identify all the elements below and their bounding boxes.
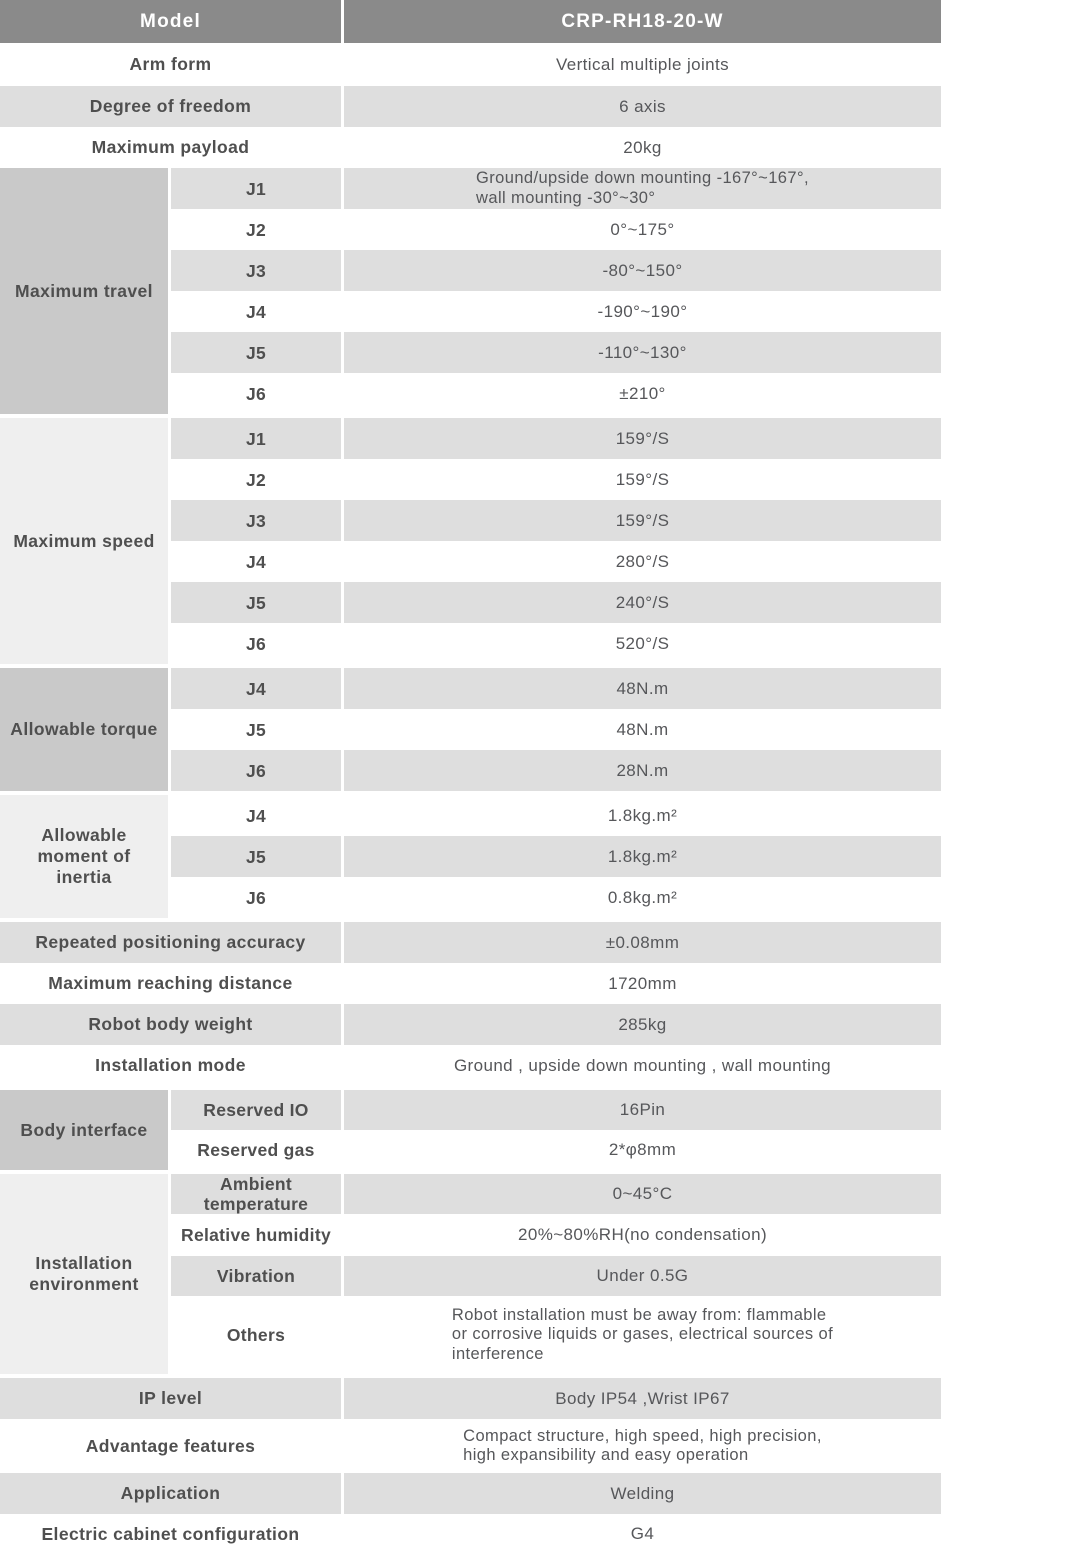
rows: [171, 418, 941, 664]
value-line: or corrosive liquids or gases, electrical sources of: [451, 1325, 834, 1344]
row-label: [171, 500, 341, 541]
row-label: [171, 291, 341, 332]
value-text: 240°/S: [615, 592, 670, 612]
section-allowable-moment-of-inertia: [0, 795, 941, 918]
row-value: [344, 709, 941, 750]
row-value: [344, 127, 941, 168]
value-text: 159°/S: [615, 428, 670, 448]
row-label: [171, 1214, 341, 1256]
row-value: [344, 750, 941, 791]
value-line: Compact structure, high speed, high precision,: [463, 1426, 822, 1445]
row-label: [171, 795, 341, 836]
rows: [171, 795, 941, 918]
row-value: [344, 877, 941, 918]
row-label-text: J6: [245, 633, 267, 654]
section-simple-0: [0, 43, 941, 168]
row-label-text: J6: [245, 760, 267, 781]
row-label: [171, 1256, 341, 1296]
row-label-text: Electric cabinet configuration: [41, 1523, 300, 1544]
table-row: [171, 418, 941, 459]
row-value: [344, 795, 941, 836]
row-value: [344, 168, 941, 209]
row-value: [344, 332, 941, 373]
value-text: 48N.m: [616, 719, 669, 739]
value-text: Ground , upside down mounting , wall mounting: [453, 1055, 832, 1075]
row-label-text: Maximum reaching distance: [48, 973, 293, 993]
row-value: [344, 836, 941, 877]
value-text: 20%~80%RH(no condensation): [517, 1225, 768, 1244]
row-value: [344, 1174, 941, 1214]
table-row: [171, 1174, 941, 1214]
model-header-row: [0, 0, 941, 43]
row-label-text: Repeated positioning accuracy: [35, 932, 306, 952]
row-value: [344, 922, 941, 963]
value-text: Vertical multiple joints: [555, 54, 730, 74]
row-label-text: J3: [245, 260, 267, 281]
value-text: Body IP54 ,Wrist IP67: [555, 1388, 730, 1408]
row-value: [344, 1214, 941, 1256]
row-value: [344, 1378, 941, 1419]
row-label: [171, 623, 341, 664]
row-label-text: J4: [245, 678, 267, 699]
value-line: interference: [451, 1344, 544, 1363]
table-row: [171, 1296, 941, 1374]
row-label-text: Arm form: [129, 54, 212, 74]
row-value: [344, 1045, 941, 1086]
value-text: 0.8kg.m²: [607, 887, 678, 907]
group-cell: [0, 1174, 168, 1374]
row-label: [171, 250, 341, 291]
section-body-interface: [0, 1090, 941, 1170]
value-text: 1720mm: [608, 973, 677, 993]
table-row: [0, 43, 941, 86]
row-label: [0, 43, 341, 86]
rows: [0, 43, 941, 168]
row-label-text: J5: [245, 719, 267, 740]
row-value: [344, 291, 941, 332]
row-value: [344, 582, 941, 623]
value-text: 1.8kg.m²: [607, 846, 678, 866]
value-text: 1.8kg.m²: [607, 805, 678, 825]
table-row: [171, 541, 941, 582]
value-line: Ground/upside down mounting -167°~167°,: [476, 169, 809, 187]
row-label: [171, 168, 341, 209]
row-value: [344, 1004, 941, 1045]
value-text: 159°/S: [615, 469, 670, 489]
value-text-block: [452, 1306, 833, 1365]
table-row: [0, 1514, 941, 1554]
group-cell: [0, 668, 168, 791]
table-row: [171, 1214, 941, 1256]
row-label: [0, 1045, 341, 1086]
row-label-text: J6: [245, 383, 267, 404]
group-label: Maximum travel: [15, 280, 153, 301]
group-label: Installation environment: [29, 1253, 139, 1294]
row-value: [344, 668, 941, 709]
value-text: -190°~190°: [597, 301, 688, 321]
rows: [0, 1378, 941, 1554]
row-value: [344, 250, 941, 291]
group-cell: [0, 1090, 168, 1170]
value-text: 16Pin: [619, 1100, 666, 1119]
row-label: [171, 541, 341, 582]
row-value: [344, 1419, 941, 1473]
value-text: 520°/S: [615, 633, 670, 653]
row-label: [171, 459, 341, 500]
value-text: 20kg: [623, 137, 662, 157]
row-label-text: Advantage features: [85, 1435, 256, 1456]
row-label: [0, 86, 341, 127]
value-text: 6 axis: [619, 96, 666, 116]
rows: [171, 668, 941, 791]
row-label-text: J5: [245, 342, 267, 363]
table-body: [0, 43, 941, 1554]
row-label: [0, 1378, 341, 1419]
row-value: [344, 623, 941, 664]
section-simple-8: [0, 1378, 941, 1554]
value-text: 48N.m: [616, 678, 669, 698]
group-label: Allowable torque: [10, 719, 158, 739]
row-label: [0, 1419, 341, 1473]
value-text: ±210°: [619, 383, 666, 403]
value-text: 285kg: [618, 1014, 667, 1034]
row-label-text: Vibration: [216, 1266, 296, 1286]
row-label: [0, 963, 341, 1004]
table-row: [0, 1473, 941, 1514]
table-row: [171, 373, 941, 414]
row-value: [344, 86, 941, 127]
row-label: [0, 922, 341, 963]
row-label: [171, 373, 341, 414]
row-value: [344, 209, 941, 250]
row-label-text: Maximum payload: [91, 137, 250, 157]
value-text: Welding: [610, 1483, 675, 1503]
row-label-text: Ambient temperature: [203, 1174, 309, 1214]
table-row: [171, 1090, 941, 1130]
table-row: [171, 168, 941, 209]
table-row: [171, 1130, 941, 1170]
row-label-text: Installation mode: [95, 1055, 246, 1075]
row-label: [171, 1130, 341, 1170]
value-text: -110°~130°: [598, 342, 687, 362]
rows: [171, 1174, 941, 1374]
row-label-text: J2: [245, 219, 267, 240]
table-row: [0, 1378, 941, 1419]
row-label: [171, 209, 341, 250]
row-value: [344, 43, 941, 86]
row-label: [0, 1473, 341, 1514]
row-label-text: J3: [245, 510, 267, 531]
table-row: [171, 582, 941, 623]
row-label: [0, 127, 341, 168]
section-maximum-speed: [0, 418, 941, 664]
model-label: Model: [140, 10, 201, 32]
value-text: 28N.m: [616, 760, 669, 780]
row-label-text: Reserved gas: [197, 1140, 315, 1160]
table-row: [0, 1045, 941, 1086]
value-text: Under 0.5G: [596, 1266, 689, 1285]
table-row: [171, 209, 941, 250]
row-label-text: IP level: [138, 1388, 203, 1408]
row-label-text: J4: [245, 805, 267, 826]
value-line: Robot installation must be away from: flammable: [451, 1305, 827, 1324]
row-value: [344, 1473, 941, 1514]
row-value: [344, 373, 941, 414]
group-label: Allowable moment of inertia: [37, 825, 131, 887]
value-text: 159°/S: [615, 510, 670, 530]
row-value: [344, 1130, 941, 1170]
section-maximum-travel: [0, 168, 941, 414]
model-label-cell: [0, 0, 341, 43]
table-row: [171, 750, 941, 791]
table-row: [171, 623, 941, 664]
table-row: [171, 795, 941, 836]
row-label-text: J5: [245, 592, 267, 613]
group-cell: [0, 795, 168, 918]
row-label-text: J1: [245, 428, 267, 449]
value-text: 0°~175°: [610, 219, 675, 239]
group-label: Maximum speed: [13, 530, 155, 551]
table-row: [171, 1256, 941, 1296]
group-cell: [0, 168, 168, 414]
value-text: 0~45°C: [612, 1184, 673, 1203]
row-label-text: J4: [245, 551, 267, 572]
group-cell: [0, 418, 168, 664]
table-row: [0, 86, 941, 127]
table-row: [0, 127, 941, 168]
table-row: [171, 459, 941, 500]
row-label-text: Robot body weight: [88, 1014, 253, 1034]
value-text-block: [463, 1427, 822, 1466]
rows: [171, 168, 941, 414]
section-installation-environment: [0, 1174, 941, 1374]
value-text: ±0.08mm: [605, 932, 680, 952]
row-label-text: J5: [245, 846, 267, 867]
row-label: [171, 836, 341, 877]
row-label-text: J4: [245, 301, 267, 322]
row-value: [344, 1296, 941, 1374]
row-label: [171, 709, 341, 750]
table-row: [171, 668, 941, 709]
row-label: [171, 1296, 341, 1374]
row-value: [344, 418, 941, 459]
table-row: [0, 1004, 941, 1045]
table-row: [171, 877, 941, 918]
model-value-cell: [344, 0, 941, 43]
row-value: [344, 1090, 941, 1130]
row-label: [171, 750, 341, 791]
table-row: [171, 291, 941, 332]
section-allowable-torque: [0, 668, 941, 791]
row-label-text: Others: [226, 1325, 286, 1345]
row-value: [344, 500, 941, 541]
table-row: [171, 332, 941, 373]
row-label: [171, 332, 341, 373]
row-label-text: Reserved IO: [203, 1100, 309, 1120]
table-row: [0, 963, 941, 1004]
table-row: [171, 500, 941, 541]
row-value: [344, 1256, 941, 1296]
table-row: [171, 709, 941, 750]
row-label: [0, 1004, 341, 1045]
table-row: [0, 1419, 941, 1473]
value-text: -80°~150°: [602, 260, 683, 280]
row-label-text: J1: [245, 178, 267, 199]
row-label: [171, 582, 341, 623]
row-value: [344, 459, 941, 500]
row-label-text: J2: [245, 469, 267, 490]
value-text: G4: [630, 1524, 655, 1543]
value-text-block: [476, 169, 809, 208]
row-label: [171, 418, 341, 459]
row-label: [171, 1174, 341, 1214]
row-label-text: Application: [120, 1483, 221, 1503]
rows: [0, 922, 941, 1086]
table-row: [171, 836, 941, 877]
row-label-text: Relative humidity: [181, 1225, 331, 1245]
section-simple-5: [0, 922, 941, 1086]
rows: [171, 1090, 941, 1170]
value-line: wall mounting -30°~30°: [476, 188, 656, 207]
row-label: [171, 1090, 341, 1130]
value-line: high expansibility and easy operation: [463, 1446, 749, 1464]
group-label: Body interface: [20, 1119, 148, 1140]
row-value: [344, 1514, 941, 1554]
row-label-text: Degree of freedom: [89, 96, 252, 116]
value-text: 280°/S: [615, 551, 670, 571]
row-value: [344, 541, 941, 582]
row-label: [0, 1514, 341, 1554]
model-value: CRP-RH18-20-W: [561, 10, 724, 32]
row-value: [344, 963, 941, 1004]
row-label-text: J6: [245, 887, 267, 908]
row-label: [171, 668, 341, 709]
value-text: 2*φ8mm: [608, 1140, 677, 1159]
row-label: [171, 877, 341, 918]
table-row: [171, 250, 941, 291]
table-row: [0, 922, 941, 963]
